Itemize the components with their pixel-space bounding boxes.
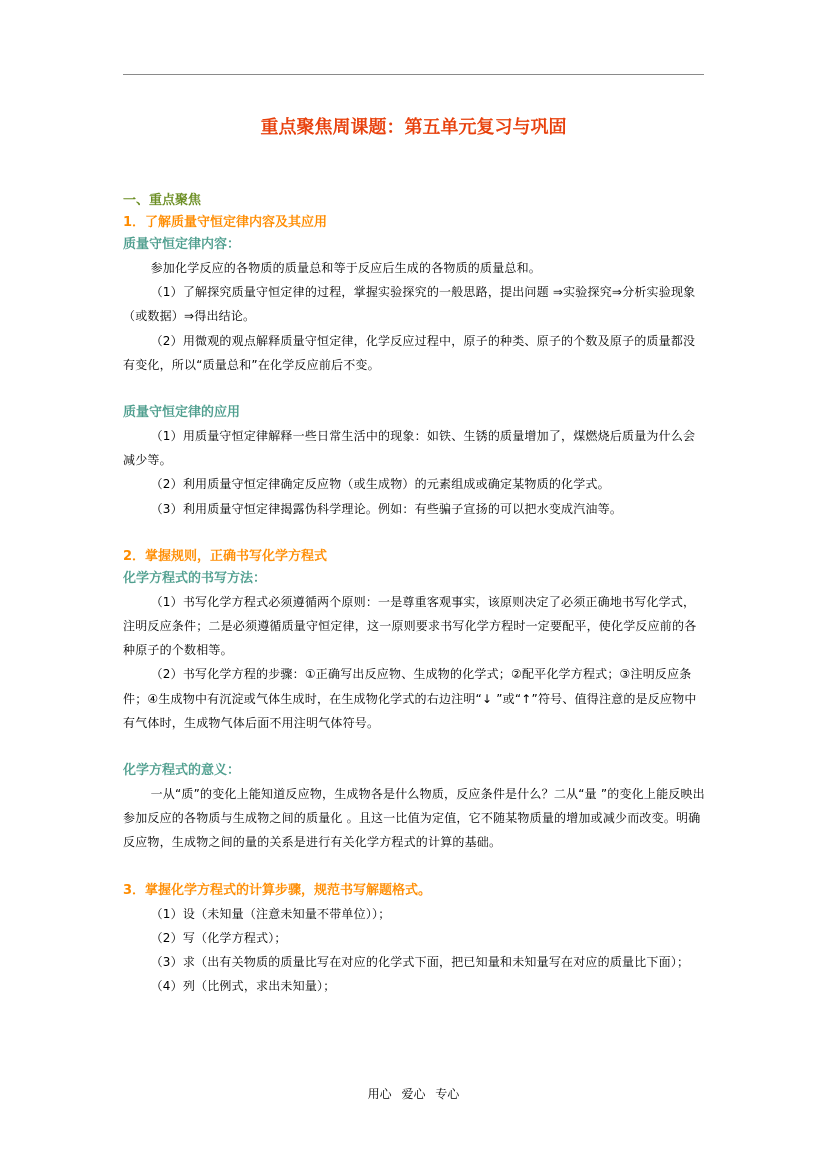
topic1-sub2-heading: 质量守恒定律的应用 bbox=[123, 405, 241, 421]
paragraph: （1）设（未知量（注意未知量不带单位））； bbox=[150, 906, 391, 921]
paragraph: （1）书写化学方程式必须遵循两个原则：一是尊重客观事实，该原则决定了必须正确地书写化学式，注明反应条件；二是必须遵循质量守恒定律，这一原则要求书写化学方程时一定要配平，使化学反应前的各种原子的个数相等。 bbox=[123, 594, 697, 658]
page-title: 重点聚焦周课题：第五单元复习与巩固 bbox=[260, 117, 567, 138]
topic3-heading: 3．掌握化学方程式的计算步骤，规范书写解题格式。 bbox=[123, 882, 432, 898]
paragraph: （1）了解探究质量守恒定律的过程，掌握实验探究的一般思路，提出问题 ⇒实验探究⇒分析实验现象（或数据）⇒得出结论。 bbox=[123, 285, 696, 324]
topic2-sub1-heading: 化学方程式的书写方法： bbox=[123, 570, 267, 586]
page-footer: 用心 爱心 专心 bbox=[367, 1087, 460, 1101]
paragraph: （3）利用质量守恒定律揭露伪科学理论。例如：有些骗子宣扬的可以把水变成汽油等。 bbox=[150, 501, 623, 516]
header-rule bbox=[123, 74, 704, 75]
paragraph: （3）求（出有关物质的质量比写在对应的化学式下面，把已知量和未知量写在对应的质量比下面）； bbox=[150, 955, 690, 970]
paragraph: （2）书写化学方程的步骤：①正确写出反应物、生成物的化学式；②配平化学方程式；③注明反应条件；④生成物中有沉淀或气体生成时，在生成物化学式的右边注明“↓ ”或“↑”符号、值得注意的是反应物中有气体时，生成物气体后面不用注明气体符号。 bbox=[123, 667, 697, 730]
topic1-sub1-heading: 质量守恒定律内容： bbox=[123, 237, 241, 252]
document-body bbox=[123, 190, 705, 998]
topic1-heading: 1．了解质量守恒定律内容及其应用 bbox=[123, 215, 328, 230]
paragraph: 参加化学反应的各物质的质量总和等于反应后生成的各物质的质量总和。 bbox=[150, 261, 541, 275]
section-heading: 一、重点聚焦 bbox=[123, 193, 202, 208]
paragraph: （4）列（比例式，求出未知量）； bbox=[150, 979, 336, 994]
topic2-heading: 2．掌握规则，正确书写化学方程式 bbox=[123, 548, 328, 564]
paragraph: （2）用微观的观点解释质量守恒定律，化学反应过程中，原子的种类、原子的个数及原子的质量都没有变化，所以“质量总和”在化学反应前后不变。 bbox=[123, 333, 696, 372]
topic2-sub2-heading: 化学方程式的意义： bbox=[123, 763, 241, 779]
paragraph: 一从“质”的变化上能知道反应物，生成物各是什么物质，反应条件是什么？二从“量 ”的变化上能反映出参加反应的各物质与生成物之间的质量化 。且这一比值为定值，它不随某物质量的增加或减少而改变。明确反应物，生成物之间的量的关系是进行有关化学方程式的计算的基础。 bbox=[123, 787, 705, 850]
paragraph: （2）写（化学方程式）； bbox=[150, 930, 287, 945]
paragraph: （2）利用质量守恒定律确定反应物（或生成物）的元素组成或确定某物质的化学式。 bbox=[150, 477, 610, 492]
paragraph: （1）用质量守恒定律解释一些日常生活中的现象：如铁、生锈的质量增加了，煤燃烧后质量为什么会减少等。 bbox=[123, 429, 696, 468]
